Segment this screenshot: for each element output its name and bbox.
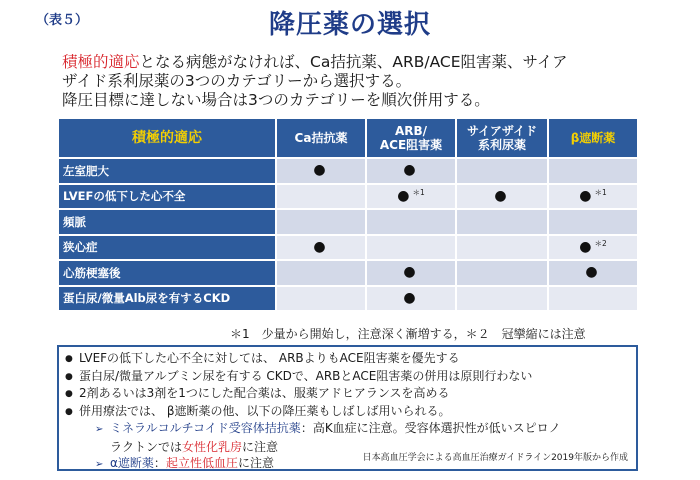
recommendation-mark: ●: [494, 187, 507, 204]
header-thiazide: [456, 118, 548, 158]
header-ca-blocker: Ca拮抗薬: [276, 118, 366, 158]
table-cell: [276, 286, 366, 312]
header-ace: ACE阻害薬: [379, 138, 443, 152]
table-row: [58, 260, 638, 286]
table-cell: [548, 235, 638, 261]
table-cell: [366, 209, 456, 235]
recommendation-mark: ●: [585, 264, 598, 281]
table-cell: [366, 158, 456, 184]
sub-note-mr-antagonist: ➢ ミネラルコルチコイド受容体拮抗薬：高K血症に注意。受容体選択性が低いスピロノ: [65, 420, 561, 439]
intro-highlight: 積極的適応: [62, 53, 140, 71]
bullet-icon: ●: [65, 406, 73, 417]
table-cell: [276, 158, 366, 184]
table-cell: [366, 184, 456, 210]
recommendation-mark: ●: [579, 187, 592, 204]
table-cell: [276, 184, 366, 210]
arrow-icon: ➢: [95, 424, 104, 435]
arrow-icon: ➢: [95, 459, 104, 470]
intro-line-3: 降圧目標に達しない場合は3つのカテゴリーを順次併用する。: [62, 91, 490, 109]
table-cell: [456, 158, 548, 184]
note-item: ● 蛋白尿/微量アルブミン尿を有する CKDで、ARBとACE阻害薬の併用は原則行わない: [65, 368, 561, 386]
table-cell: [366, 260, 456, 286]
cell-note-marker: ＊1: [594, 187, 607, 197]
source-credit: 日本高血圧学会による高血圧治療ガイドライン2019年版から作成: [362, 453, 628, 463]
note-item: ● 2剤あるいは3剤を1つにした配合薬は、服薬アドヒアランスを高める: [65, 385, 561, 403]
table-cell: [456, 260, 548, 286]
header-arb-ace: [366, 118, 456, 158]
page-title: 降圧薬の選択: [268, 10, 431, 40]
note-item: ● LVEFの低下した心不全に対しては、 ARBよりもACE阻害薬を優先する: [65, 350, 561, 368]
table-cell: [366, 286, 456, 312]
table-cell: [548, 286, 638, 312]
table-row: [58, 158, 638, 184]
table-row: [58, 235, 638, 261]
table-cell: [548, 260, 638, 286]
table-cell: [456, 235, 548, 261]
intro-line-1-rest: となる病態がなければ、Ca拮抗薬、ARB/ACE阻害薬、サイア: [139, 53, 568, 71]
table-row: [58, 184, 638, 210]
recommendation-mark: ●: [397, 187, 410, 204]
bullet-icon: ●: [65, 389, 73, 399]
recommendation-mark: ●: [313, 162, 326, 179]
row-label: 狭心症: [58, 235, 276, 261]
row-label: LVEFの低下した心不全: [58, 184, 276, 210]
intro-line-2: ザイド系利尿薬の3つのカテゴリーから選択する。: [62, 72, 412, 90]
sub-note-alpha-blocker: ➢ α遮断薬：起立性低血圧に注意: [65, 455, 561, 474]
header-indication: 積極的適応: [58, 118, 276, 158]
recommendation-mark: ●: [313, 238, 326, 255]
table-cell: [276, 235, 366, 261]
intro-line-1: [62, 53, 682, 72]
header-thiazide-2: 系利尿薬: [477, 138, 526, 152]
bullet-icon: ●: [65, 354, 73, 364]
table-number: （表５）: [36, 13, 89, 28]
table-footnote: ＊1 少量から開始し，注意深く漸増する，＊２ 冠攣縮には注意: [230, 327, 586, 341]
header-beta-blocker: β遮断薬: [548, 118, 638, 158]
intro-text: [62, 53, 682, 110]
table-cell: [456, 286, 548, 312]
recommendation-mark: ●: [579, 238, 592, 255]
table-cell: [548, 209, 638, 235]
row-label: 心筋梗塞後: [58, 260, 276, 286]
table-cell: [456, 184, 548, 210]
table-row: [58, 209, 638, 235]
table-cell: [366, 235, 456, 261]
table-cell: [548, 158, 638, 184]
drug-selection-table: [57, 117, 639, 312]
recommendation-mark: ●: [403, 162, 416, 179]
table-cell: [276, 260, 366, 286]
notes-box: [57, 345, 638, 471]
note-item: ● 併用療法では、 β遮断薬の他、以下の降圧薬もしばしば用いられる。: [65, 403, 561, 421]
cell-note-marker: ＊2: [594, 238, 607, 248]
row-label: 左室肥大: [58, 158, 276, 184]
sub-note-mr-antagonist-cont: ラクトンでは女性化乳房に注意: [110, 439, 279, 454]
recommendation-mark: ●: [403, 289, 416, 306]
header-arb: ARB/: [394, 124, 428, 138]
recommendation-mark: ●: [403, 264, 416, 281]
row-label: 頻脈: [58, 209, 276, 235]
bullet-icon: ●: [65, 371, 73, 382]
header-thiazide-1: サイアザイド: [467, 124, 537, 138]
table-cell: [456, 209, 548, 235]
table-row: [58, 286, 638, 312]
row-label: 蛋白尿/微量Alb尿を有するCKD: [58, 286, 276, 312]
cell-note-marker: ＊1: [412, 187, 425, 197]
table-cell: [276, 209, 366, 235]
table-cell: [548, 184, 638, 210]
